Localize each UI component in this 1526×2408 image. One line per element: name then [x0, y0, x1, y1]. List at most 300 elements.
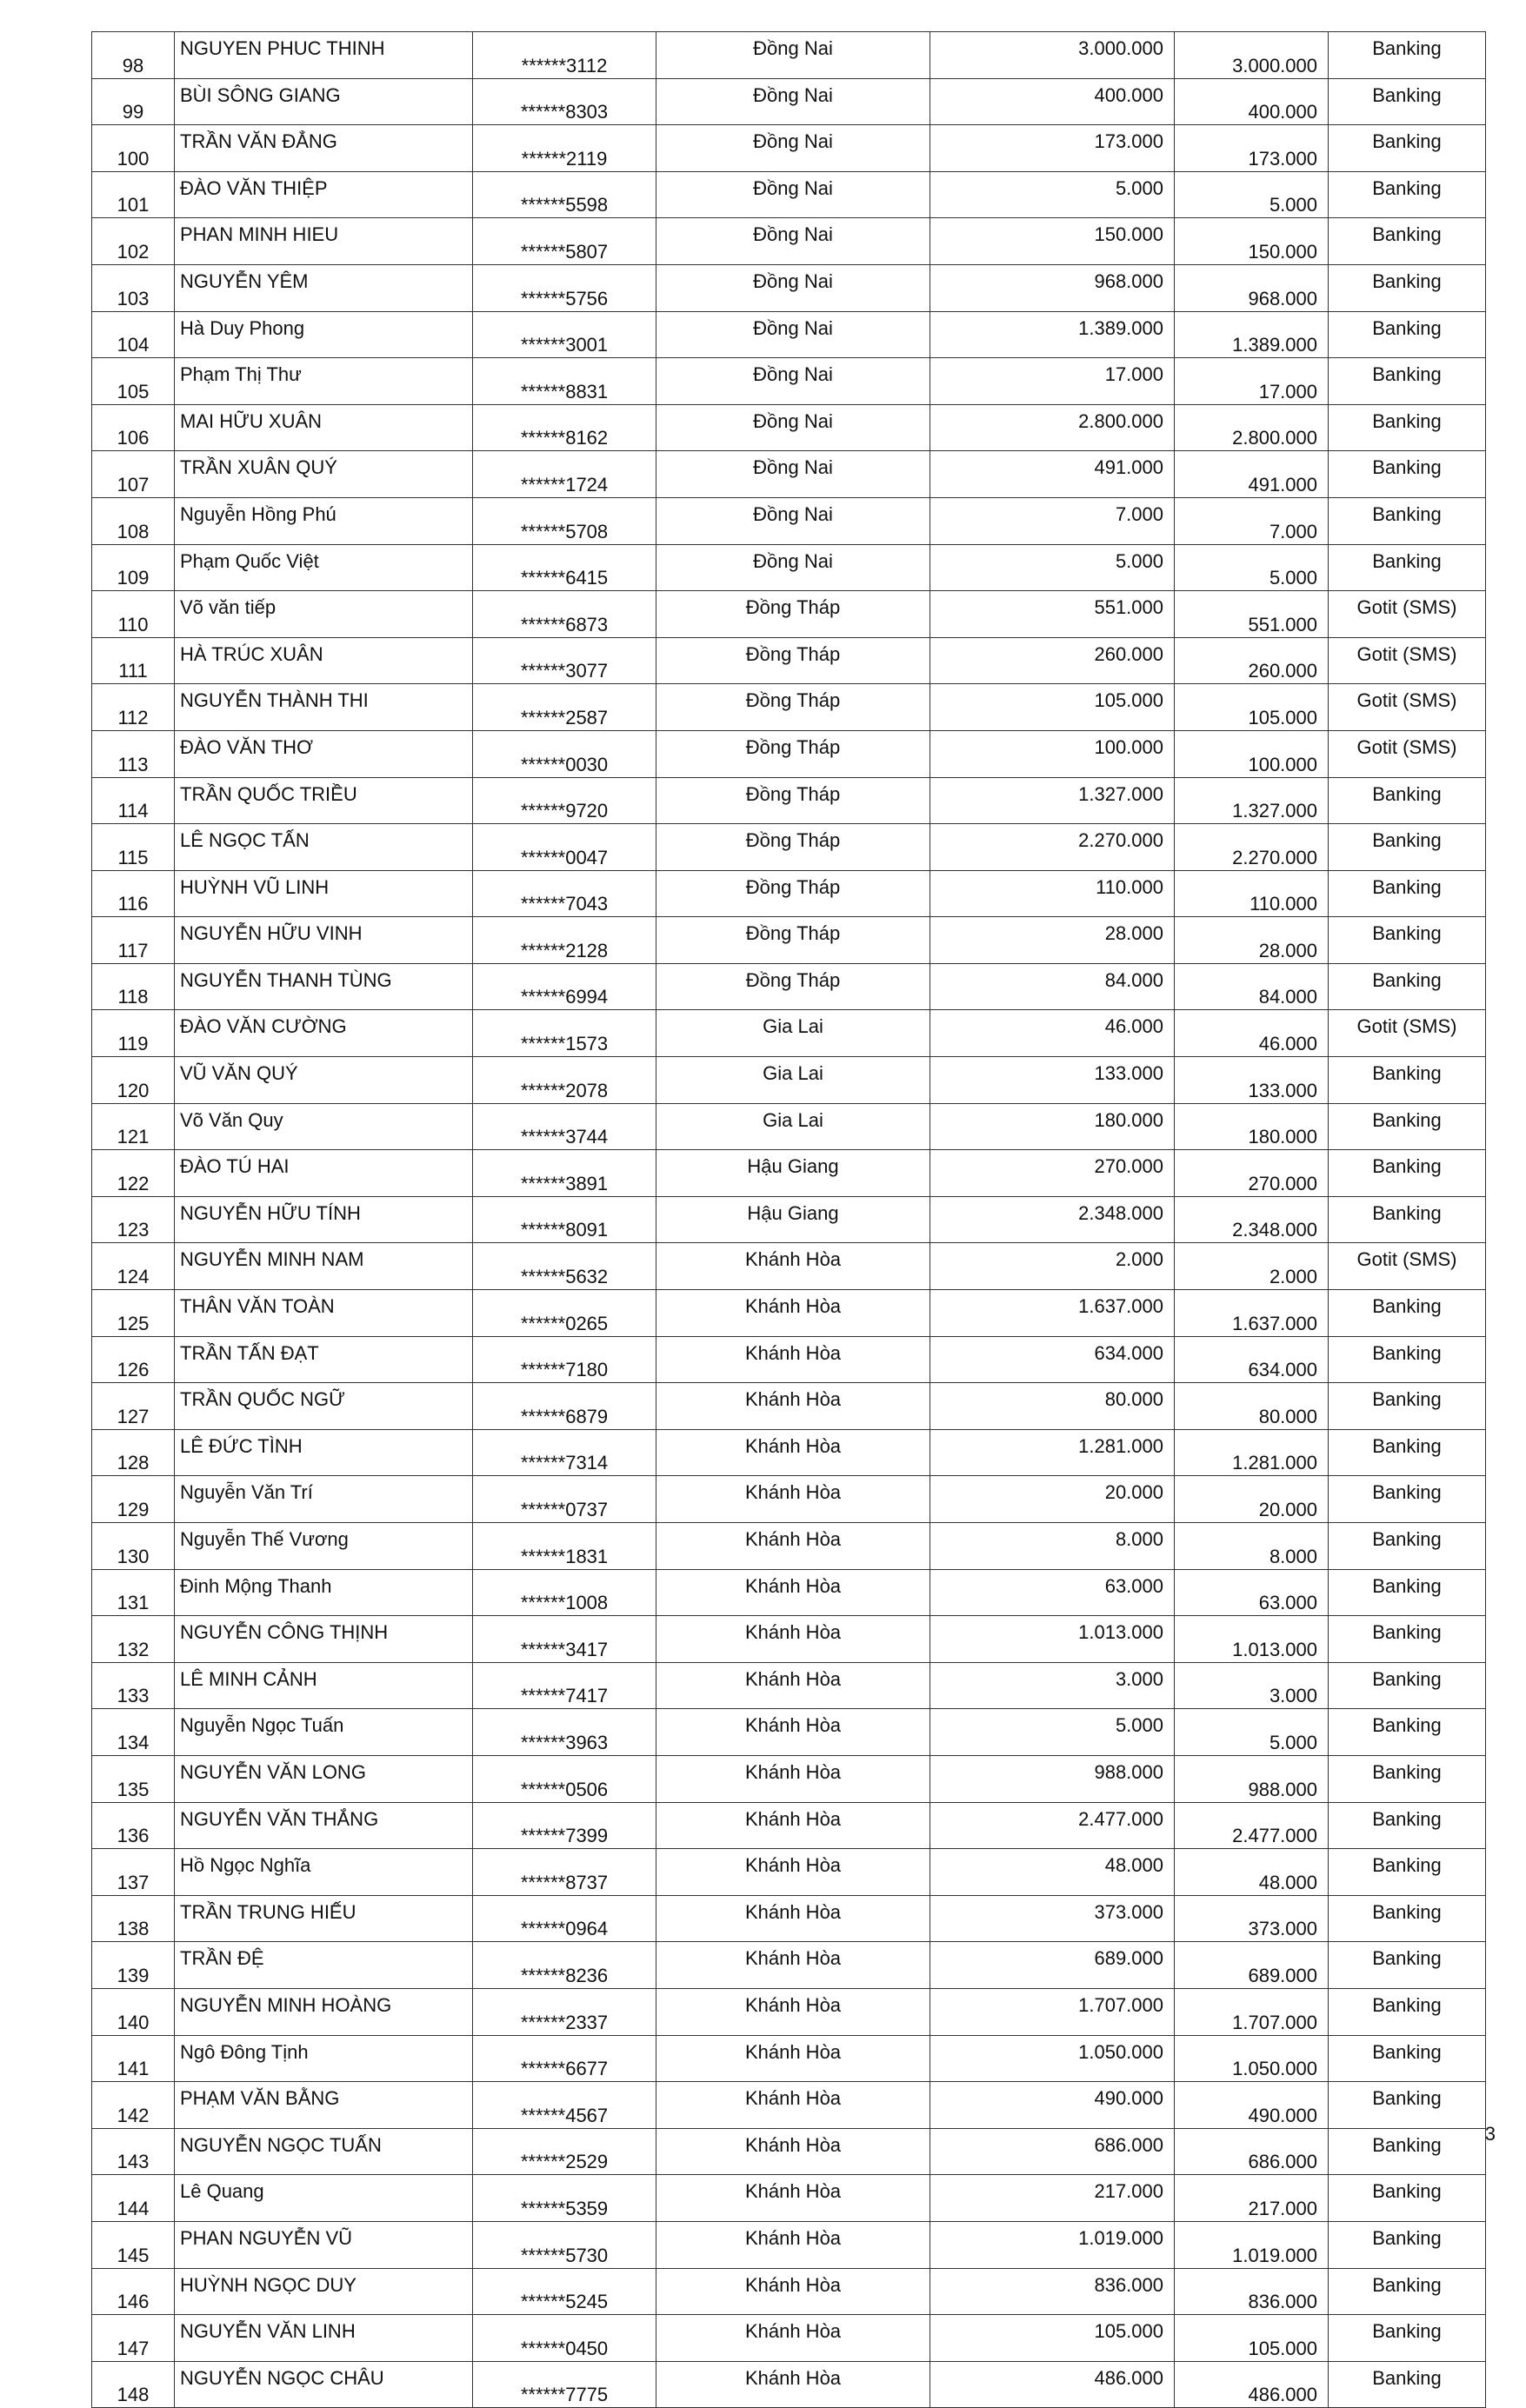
paid-amount-cell: 836.000 [1175, 2268, 1329, 2315]
customer-name-cell: Ngô Đông Tịnh [175, 2035, 473, 2082]
paid-amount-cell: 2.270.000 [1175, 824, 1329, 871]
payment-method-cell: Banking [1329, 870, 1486, 917]
prize-amount-cell: 260.000 [930, 637, 1175, 684]
table-row [92, 2035, 1486, 2082]
province-cell: Đồng Nai [656, 451, 930, 498]
prize-amount-cell: 634.000 [930, 1336, 1175, 1383]
paid-amount-cell: 5.000 [1175, 171, 1329, 218]
province-cell: Khánh Hòa [656, 2175, 930, 2222]
paid-amount-cell: 100.000 [1175, 730, 1329, 777]
payment-method-cell: Banking [1329, 824, 1486, 871]
payment-method-cell: Banking [1329, 1616, 1486, 1663]
payment-method-cell: Banking [1329, 1569, 1486, 1616]
customer-name-cell: NGUYỄN YÊM [175, 264, 473, 311]
prize-amount-cell: 3.000.000 [930, 32, 1175, 79]
customer-name-cell: Hà Duy Phong [175, 311, 473, 358]
prize-amount-cell: 110.000 [930, 870, 1175, 917]
prize-amount-cell: 63.000 [930, 1569, 1175, 1616]
paid-amount-cell: 490.000 [1175, 2082, 1329, 2129]
row-number-cell: 114 [92, 777, 175, 824]
table-row [92, 2315, 1486, 2362]
prize-amount-cell: 2.800.000 [930, 404, 1175, 451]
customer-name-cell: ĐÀO VĂN THƠ [175, 730, 473, 777]
phone-number-cell: ******5730 [473, 2221, 656, 2268]
row-number-cell: 117 [92, 917, 175, 964]
table-row [92, 1057, 1486, 1104]
row-number-cell: 131 [92, 1569, 175, 1616]
row-number-cell: 123 [92, 1196, 175, 1243]
customer-name-cell: ĐÀO TÚ HAI [175, 1150, 473, 1197]
table-row [92, 451, 1486, 498]
province-cell: Khánh Hòa [656, 2035, 930, 2082]
province-cell: Khánh Hòa [656, 1523, 930, 1570]
customer-name-cell: Đinh Mộng Thanh [175, 1569, 473, 1616]
row-number-cell: 120 [92, 1057, 175, 1104]
paid-amount-cell: 48.000 [1175, 1849, 1329, 1896]
table-row [92, 264, 1486, 311]
phone-number-cell: ******5359 [473, 2175, 656, 2222]
prize-amount-cell: 1.707.000 [930, 1988, 1175, 2035]
prize-amount-cell: 17.000 [930, 358, 1175, 405]
phone-number-cell: ******2078 [473, 1057, 656, 1104]
phone-number-cell: ******3744 [473, 1103, 656, 1150]
phone-number-cell: ******8162 [473, 404, 656, 451]
paid-amount-cell: 1.281.000 [1175, 1429, 1329, 1476]
customer-name-cell: NGUYỄN THANH TÙNG [175, 963, 473, 1010]
customer-name-cell: Võ văn tiếp [175, 591, 473, 638]
row-number-cell: 139 [92, 1942, 175, 1989]
row-number-cell: 110 [92, 591, 175, 638]
phone-number-cell: ******1831 [473, 1523, 656, 1570]
table-row [92, 1709, 1486, 1756]
phone-number-cell: ******6879 [473, 1383, 656, 1430]
row-number-cell: 140 [92, 1988, 175, 2035]
prize-amount-cell: 2.348.000 [930, 1196, 1175, 1243]
table-row [92, 2221, 1486, 2268]
paid-amount-cell: 551.000 [1175, 591, 1329, 638]
province-cell: Khánh Hòa [656, 2128, 930, 2175]
prize-amount-cell: 490.000 [930, 2082, 1175, 2129]
phone-number-cell: ******8737 [473, 1849, 656, 1896]
phone-number-cell: ******5598 [473, 171, 656, 218]
paid-amount-cell: 28.000 [1175, 917, 1329, 964]
table-row [92, 2361, 1486, 2408]
prize-amount-cell: 2.000 [930, 1243, 1175, 1290]
row-number-cell: 109 [92, 544, 175, 591]
row-number-cell: 101 [92, 171, 175, 218]
table-row [92, 1569, 1486, 1616]
prize-amount-cell: 217.000 [930, 2175, 1175, 2222]
phone-number-cell: ******3963 [473, 1709, 656, 1756]
row-number-cell: 136 [92, 1802, 175, 1849]
payment-method-cell: Banking [1329, 1383, 1486, 1430]
province-cell: Đồng Tháp [656, 730, 930, 777]
phone-number-cell: ******3417 [473, 1616, 656, 1663]
phone-number-cell: ******0964 [473, 1895, 656, 1942]
payment-method-cell: Banking [1329, 1802, 1486, 1849]
customer-name-cell: ĐÀO VĂN THIỆP [175, 171, 473, 218]
table-row [92, 311, 1486, 358]
payment-method-cell: Banking [1329, 544, 1486, 591]
province-cell: Khánh Hòa [656, 1569, 930, 1616]
province-cell: Khánh Hòa [656, 1429, 930, 1476]
paid-amount-cell: 17.000 [1175, 358, 1329, 405]
row-number-cell: 118 [92, 963, 175, 1010]
prize-amount-cell: 486.000 [930, 2361, 1175, 2408]
province-cell: Đồng Tháp [656, 824, 930, 871]
table-row [92, 824, 1486, 871]
row-number-cell: 103 [92, 264, 175, 311]
winners-table [91, 31, 1486, 2408]
province-cell: Đồng Tháp [656, 591, 930, 638]
province-cell: Khánh Hòa [656, 2315, 930, 2362]
customer-name-cell: TRẦN XUÂN QUÝ [175, 451, 473, 498]
province-cell: Đồng Nai [656, 404, 930, 451]
paid-amount-cell: 2.477.000 [1175, 1802, 1329, 1849]
table-row [92, 1895, 1486, 1942]
paid-amount-cell: 180.000 [1175, 1103, 1329, 1150]
payment-method-cell: Banking [1329, 1429, 1486, 1476]
payment-method-cell: Banking [1329, 497, 1486, 544]
phone-number-cell: ******2587 [473, 684, 656, 731]
customer-name-cell: NGUYEN PHUC THINH [175, 32, 473, 79]
prize-amount-cell: 5.000 [930, 1709, 1175, 1756]
table-row [92, 497, 1486, 544]
table-row [92, 963, 1486, 1010]
phone-number-cell: ******6994 [473, 963, 656, 1010]
paid-amount-cell: 5.000 [1175, 1709, 1329, 1756]
payment-method-cell: Banking [1329, 1709, 1486, 1756]
row-number-cell: 135 [92, 1755, 175, 1802]
prize-amount-cell: 133.000 [930, 1057, 1175, 1104]
prize-amount-cell: 8.000 [930, 1523, 1175, 1570]
province-cell: Hậu Giang [656, 1150, 930, 1197]
table-row [92, 358, 1486, 405]
province-cell: Khánh Hòa [656, 1243, 930, 1290]
prize-amount-cell: 686.000 [930, 2128, 1175, 2175]
row-number-cell: 102 [92, 218, 175, 265]
phone-number-cell: ******0450 [473, 2315, 656, 2362]
province-cell: Khánh Hòa [656, 1336, 930, 1383]
customer-name-cell: TRẦN QUỐC TRIỀU [175, 777, 473, 824]
payment-method-cell: Banking [1329, 2035, 1486, 2082]
paid-amount-cell: 2.000 [1175, 1243, 1329, 1290]
customer-name-cell: Nguyễn Hồng Phú [175, 497, 473, 544]
row-number-cell: 104 [92, 311, 175, 358]
payment-method-cell: Banking [1329, 311, 1486, 358]
prize-amount-cell: 5.000 [930, 171, 1175, 218]
paid-amount-cell: 1.327.000 [1175, 777, 1329, 824]
phone-number-cell: ******3112 [473, 32, 656, 79]
payment-method-cell: Banking [1329, 2268, 1486, 2315]
payment-method-cell: Banking [1329, 2128, 1486, 2175]
row-number-cell: 141 [92, 2035, 175, 2082]
row-number-cell: 100 [92, 125, 175, 172]
province-cell: Đồng Tháp [656, 963, 930, 1010]
phone-number-cell: ******2119 [473, 125, 656, 172]
row-number-cell: 147 [92, 2315, 175, 2362]
table-row [92, 78, 1486, 125]
row-number-cell: 122 [92, 1150, 175, 1197]
payment-method-cell: Banking [1329, 1895, 1486, 1942]
customer-name-cell: PHAN MINH HIEU [175, 218, 473, 265]
paid-amount-cell: 105.000 [1175, 2315, 1329, 2362]
customer-name-cell: TRẦN QUỐC NGỮ [175, 1383, 473, 1430]
customer-name-cell: NGUYỄN VĂN LINH [175, 2315, 473, 2362]
row-number-cell: 125 [92, 1290, 175, 1337]
table-row [92, 1336, 1486, 1383]
payment-method-cell: Banking [1329, 2315, 1486, 2362]
province-cell: Khánh Hòa [656, 2221, 930, 2268]
payment-method-cell: Banking [1329, 171, 1486, 218]
prize-amount-cell: 2.477.000 [930, 1802, 1175, 1849]
row-number-cell: 106 [92, 404, 175, 451]
payment-method-cell: Banking [1329, 917, 1486, 964]
table-row [92, 2175, 1486, 2222]
prize-amount-cell: 1.327.000 [930, 777, 1175, 824]
phone-number-cell: ******0265 [473, 1290, 656, 1337]
prize-amount-cell: 968.000 [930, 264, 1175, 311]
row-number-cell: 112 [92, 684, 175, 731]
table-row [92, 2128, 1486, 2175]
table-row [92, 404, 1486, 451]
customer-name-cell: NGUYỄN NGỌC CHÂU [175, 2361, 473, 2408]
paid-amount-cell: 373.000 [1175, 1895, 1329, 1942]
province-cell: Đồng Nai [656, 544, 930, 591]
table-row [92, 1988, 1486, 2035]
payment-method-cell: Banking [1329, 1662, 1486, 1709]
paid-amount-cell: 686.000 [1175, 2128, 1329, 2175]
province-cell: Đồng Tháp [656, 777, 930, 824]
prize-amount-cell: 105.000 [930, 684, 1175, 731]
row-number-cell: 145 [92, 2221, 175, 2268]
payment-method-cell: Banking [1329, 1336, 1486, 1383]
customer-name-cell: NGUYỄN NGỌC TUẤN [175, 2128, 473, 2175]
paid-amount-cell: 968.000 [1175, 264, 1329, 311]
prize-amount-cell: 400.000 [930, 78, 1175, 125]
paid-amount-cell: 133.000 [1175, 1057, 1329, 1104]
table-row [92, 32, 1486, 79]
paid-amount-cell: 1.050.000 [1175, 2035, 1329, 2082]
province-cell: Đồng Nai [656, 32, 930, 79]
customer-name-cell: HÀ TRÚC XUÂN [175, 637, 473, 684]
table-row [92, 544, 1486, 591]
customer-name-cell: THÂN VĂN TOÀN [175, 1290, 473, 1337]
row-number-cell: 107 [92, 451, 175, 498]
customer-name-cell: PHẠM VĂN BẰNG [175, 2082, 473, 2129]
phone-number-cell: ******3891 [473, 1150, 656, 1197]
table-row [92, 2268, 1486, 2315]
phone-number-cell: ******7180 [473, 1336, 656, 1383]
province-cell: Hậu Giang [656, 1196, 930, 1243]
prize-amount-cell: 1.389.000 [930, 311, 1175, 358]
prize-amount-cell: 28.000 [930, 917, 1175, 964]
customer-name-cell: Nguyễn Văn Trí [175, 1476, 473, 1523]
phone-number-cell: ******1724 [473, 451, 656, 498]
customer-name-cell: MAI HỮU XUÂN [175, 404, 473, 451]
prize-amount-cell: 491.000 [930, 451, 1175, 498]
customer-name-cell: Nguyễn Thế Vương [175, 1523, 473, 1570]
table-row [92, 1103, 1486, 1150]
table-row [92, 1010, 1486, 1057]
phone-number-cell: ******2529 [473, 2128, 656, 2175]
phone-number-cell: ******7314 [473, 1429, 656, 1476]
payment-method-cell: Banking [1329, 1476, 1486, 1523]
phone-number-cell: ******2337 [473, 1988, 656, 2035]
payment-method-cell: Banking [1329, 1057, 1486, 1104]
payment-method-cell: Banking [1329, 78, 1486, 125]
phone-number-cell: ******7399 [473, 1802, 656, 1849]
prize-amount-cell: 105.000 [930, 2315, 1175, 2362]
customer-name-cell: TRẦN TẤN ĐẠT [175, 1336, 473, 1383]
phone-number-cell: ******0506 [473, 1755, 656, 1802]
row-number-cell: 146 [92, 2268, 175, 2315]
phone-number-cell: ******3001 [473, 311, 656, 358]
province-cell: Đồng Nai [656, 218, 930, 265]
province-cell: Khánh Hòa [656, 1476, 930, 1523]
customer-name-cell: HUỲNH NGỌC DUY [175, 2268, 473, 2315]
prize-amount-cell: 7.000 [930, 497, 1175, 544]
province-cell: Đồng Tháp [656, 917, 930, 964]
prize-amount-cell: 1.637.000 [930, 1290, 1175, 1337]
row-number-cell: 132 [92, 1616, 175, 1663]
phone-number-cell: ******8091 [473, 1196, 656, 1243]
payment-method-cell: Gotit (SMS) [1329, 730, 1486, 777]
prize-amount-cell: 988.000 [930, 1755, 1175, 1802]
payment-method-cell: Banking [1329, 125, 1486, 172]
paid-amount-cell: 1.707.000 [1175, 1988, 1329, 2035]
prize-amount-cell: 2.270.000 [930, 824, 1175, 871]
province-cell: Khánh Hòa [656, 1662, 930, 1709]
row-number-cell: 121 [92, 1103, 175, 1150]
prize-amount-cell: 1.281.000 [930, 1429, 1175, 1476]
province-cell: Đồng Tháp [656, 684, 930, 731]
paid-amount-cell: 1.389.000 [1175, 311, 1329, 358]
customer-name-cell: NGUYỄN CÔNG THỊNH [175, 1616, 473, 1663]
prize-amount-cell: 100.000 [930, 730, 1175, 777]
customer-name-cell: Phạm Quốc Việt [175, 544, 473, 591]
customer-name-cell: VŨ VĂN QUÝ [175, 1057, 473, 1104]
payment-method-cell: Banking [1329, 2221, 1486, 2268]
row-number-cell: 126 [92, 1336, 175, 1383]
province-cell: Khánh Hòa [656, 1849, 930, 1896]
prize-amount-cell: 3.000 [930, 1662, 1175, 1709]
payment-method-cell: Banking [1329, 358, 1486, 405]
phone-number-cell: ******2128 [473, 917, 656, 964]
phone-number-cell: ******7043 [473, 870, 656, 917]
customer-name-cell: PHAN NGUYỄN VŨ [175, 2221, 473, 2268]
payment-method-cell: Banking [1329, 2361, 1486, 2408]
payment-method-cell: Banking [1329, 1196, 1486, 1243]
province-cell: Khánh Hòa [656, 1802, 930, 1849]
row-number-cell: 133 [92, 1662, 175, 1709]
customer-name-cell: LÊ MINH CẢNH [175, 1662, 473, 1709]
province-cell: Khánh Hòa [656, 1616, 930, 1663]
paid-amount-cell: 1.013.000 [1175, 1616, 1329, 1663]
table-row [92, 1802, 1486, 1849]
paid-amount-cell: 988.000 [1175, 1755, 1329, 1802]
paid-amount-cell: 20.000 [1175, 1476, 1329, 1523]
prize-amount-cell: 20.000 [930, 1476, 1175, 1523]
paid-amount-cell: 1.019.000 [1175, 2221, 1329, 2268]
customer-name-cell: TRẦN VĂN ĐẲNG [175, 125, 473, 172]
row-number-cell: 116 [92, 870, 175, 917]
customer-name-cell: Võ Văn Quy [175, 1103, 473, 1150]
paid-amount-cell: 80.000 [1175, 1383, 1329, 1430]
customer-name-cell: NGUYỄN HỮU TÍNH [175, 1196, 473, 1243]
phone-number-cell: ******0047 [473, 824, 656, 871]
row-number-cell: 98 [92, 32, 175, 79]
phone-number-cell: ******6415 [473, 544, 656, 591]
province-cell: Khánh Hòa [656, 2361, 930, 2408]
province-cell: Khánh Hòa [656, 1383, 930, 1430]
customer-name-cell: LÊ NGỌC TẤN [175, 824, 473, 871]
row-number-cell: 111 [92, 637, 175, 684]
payment-method-cell: Banking [1329, 1988, 1486, 2035]
row-number-cell: 130 [92, 1523, 175, 1570]
table-row [92, 591, 1486, 638]
customer-name-cell: ĐÀO VĂN CƯỜNG [175, 1010, 473, 1057]
table-row [92, 1196, 1486, 1243]
province-cell: Đồng Tháp [656, 870, 930, 917]
prize-amount-cell: 1.019.000 [930, 2221, 1175, 2268]
phone-number-cell: ******7775 [473, 2361, 656, 2408]
phone-number-cell: ******5708 [473, 497, 656, 544]
row-number-cell: 138 [92, 1895, 175, 1942]
phone-number-cell: ******5632 [473, 1243, 656, 1290]
payment-method-cell: Gotit (SMS) [1329, 637, 1486, 684]
winners-table-container [91, 31, 1486, 2408]
prize-amount-cell: 80.000 [930, 1383, 1175, 1430]
prize-amount-cell: 180.000 [930, 1103, 1175, 1150]
phone-number-cell: ******5245 [473, 2268, 656, 2315]
prize-amount-cell: 1.050.000 [930, 2035, 1175, 2082]
prize-amount-cell: 373.000 [930, 1895, 1175, 1942]
province-cell: Khánh Hòa [656, 1942, 930, 1989]
row-number-cell: 124 [92, 1243, 175, 1290]
table-row [92, 1662, 1486, 1709]
row-number-cell: 143 [92, 2128, 175, 2175]
prize-amount-cell: 173.000 [930, 125, 1175, 172]
paid-amount-cell: 3.000.000 [1175, 32, 1329, 79]
customer-name-cell: NGUYỄN VĂN THẮNG [175, 1802, 473, 1849]
province-cell: Đồng Nai [656, 311, 930, 358]
paid-amount-cell: 7.000 [1175, 497, 1329, 544]
payment-method-cell: Banking [1329, 777, 1486, 824]
customer-name-cell: LÊ ĐỨC TÌNH [175, 1429, 473, 1476]
province-cell: Khánh Hòa [656, 2268, 930, 2315]
payment-method-cell: Banking [1329, 963, 1486, 1010]
payment-method-cell: Banking [1329, 1150, 1486, 1197]
prize-amount-cell: 836.000 [930, 2268, 1175, 2315]
phone-number-cell: ******5807 [473, 218, 656, 265]
phone-number-cell: ******0030 [473, 730, 656, 777]
row-number-cell: 128 [92, 1429, 175, 1476]
paid-amount-cell: 105.000 [1175, 684, 1329, 731]
payment-method-cell: Gotit (SMS) [1329, 684, 1486, 731]
paid-amount-cell: 2.348.000 [1175, 1196, 1329, 1243]
customer-name-cell: Nguyễn Ngọc Tuấn [175, 1709, 473, 1756]
table-row [92, 1942, 1486, 1989]
table-body [92, 32, 1486, 2408]
table-row [92, 777, 1486, 824]
row-number-cell: 105 [92, 358, 175, 405]
province-cell: Đồng Nai [656, 497, 930, 544]
paid-amount-cell: 1.637.000 [1175, 1290, 1329, 1337]
paid-amount-cell: 634.000 [1175, 1336, 1329, 1383]
table-row [92, 684, 1486, 731]
province-cell: Khánh Hòa [656, 1709, 930, 1756]
